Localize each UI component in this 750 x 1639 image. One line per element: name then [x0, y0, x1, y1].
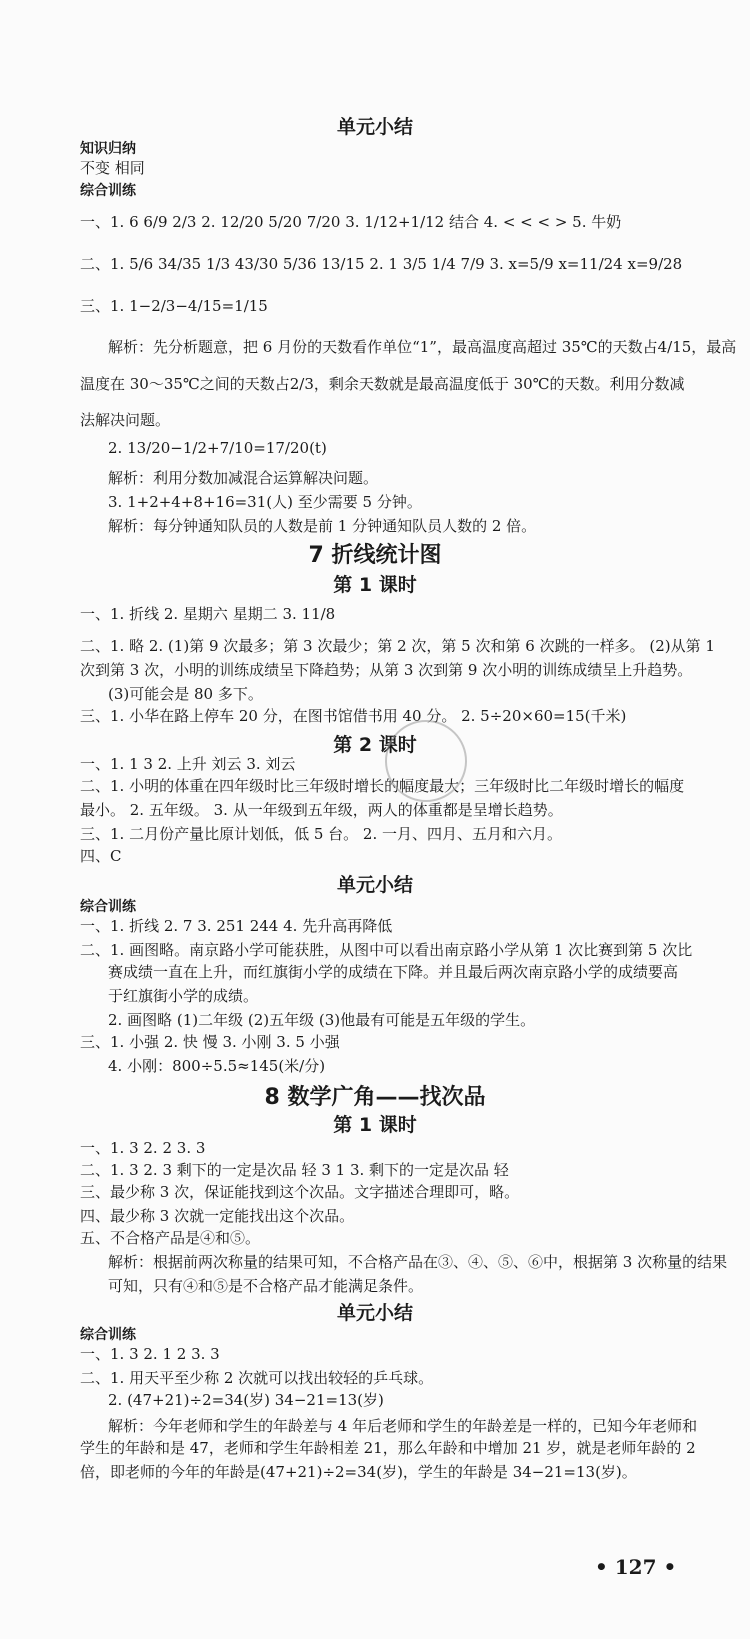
section-title: 单元小结	[336, 874, 413, 896]
answer-line: 于红旗街小学的成绩。	[108, 987, 259, 1005]
answer-line: 三、1. 小华在路上停车 20 分，在图书馆借书用 40 分。 2. 5÷20×60=15(千米)	[80, 707, 627, 725]
answer-line: 二、1. 画图略。南京路小学可能获胜，从图中可以看出南京路小学从第 1 次比赛到第 5 次比	[80, 941, 693, 959]
subheading: 综合训练	[80, 1327, 136, 1343]
answer-line: 一、1. 3 2. 2 3. 3	[80, 1139, 206, 1157]
explanation-line: 解析：每分钟通知队员的人数是前 1 分钟通知队员人数的 2 倍。	[108, 517, 537, 535]
subheading: 综合训练	[80, 183, 136, 199]
answer-line: 2. (47+21)÷2=34(岁) 34−21=13(岁)	[108, 1391, 384, 1409]
answer-line: 三、1. 小强 2. 快 慢 3. 小刚 3. 5 小强	[80, 1033, 340, 1051]
explanation-line: 倍，即老师的今年的年龄是(47+21)÷2=34(岁)，学生的年龄是 34−21=13(岁)。	[80, 1463, 637, 1481]
explanation-line: 可知，只有④和⑤是不合格产品才能满足条件。	[108, 1277, 424, 1295]
answer-line: 二、1. 3 2. 3 剩下的一定是次品 轻 3 1 3. 剩下的一定是次品 轻	[80, 1161, 509, 1179]
explanation-line: 解析：今年老师和学生的年龄差与 4 年后老师和学生的年龄差是一样的，已知今年老师和	[108, 1417, 698, 1435]
lesson-title: 第 2 课时	[333, 734, 417, 756]
answer-line: 一、1. 1 3 2. 上升 刘云 3. 刘云	[80, 755, 296, 773]
answer-line: 三、1. 1−2/3−4/15=1/15	[80, 297, 268, 315]
answer-line: 四、C	[80, 847, 122, 865]
subheading: 知识归纳	[80, 141, 136, 157]
lesson-title: 第 1 课时	[333, 1114, 417, 1136]
answer-line: 二、1. 小明的体重在四年级时比三年级时增长的幅度最大；三年级时比二年级时增长的幅度	[80, 777, 685, 795]
chapter-title: 7 折线统计图	[308, 543, 442, 568]
answer-line: 一、1. 折线 2. 星期六 星期二 3. 11/8	[80, 605, 336, 623]
watermark-stamp	[385, 720, 467, 802]
answer-line: 2. 13/20−1/2+7/10=17/20(t)	[108, 439, 327, 457]
answer-line: 一、1. 折线 2. 7 3. 251 244 4. 先升高再降低	[80, 917, 393, 935]
chapter-title: 8 数学广角——找次品	[264, 1085, 486, 1110]
explanation-line: 学生的年龄和是 47，老师和学生年龄相差 21，那么年龄和中增加 21 岁，就是老师年龄的 2	[80, 1439, 696, 1457]
answer-line: 一、1. 3 2. 1 2 3. 3	[80, 1345, 220, 1363]
answer-line: 二、1. 5/6 34/35 1/3 43/30 5/36 13/15 2. 1 3/5 1/4 7/9 3. x=5/9 x=11/24 x=9/28	[80, 255, 683, 273]
answer-line: (3)可能会是 80 多下。	[108, 685, 263, 703]
answer-line: 4. 小刚：800÷5.5≈145(米/分)	[108, 1057, 326, 1075]
answer-line: 三、最少称 3 次，保证能找到这个次品。文字描述合理即可，略。	[80, 1183, 520, 1201]
explanation-line: 解析：先分析题意，把 6 月份的天数看作单位“1”，最高温度高超过 35℃的天数占4/15，最高	[108, 338, 737, 356]
explanation-line: 解析：利用分数加减混合运算解决问题。	[108, 469, 379, 487]
answer-line: 五、不合格产品是④和⑤。	[80, 1229, 261, 1247]
subheading: 综合训练	[80, 899, 136, 915]
answer-line: 2. 画图略 (1)二年级 (2)五年级 (3)他最有可能是五年级的学生。	[108, 1011, 536, 1029]
answer-line: 不变 相同	[80, 159, 145, 177]
explanation-line: 解析：根据前两次称量的结果可知，不合格产品在③、④、⑤、⑥中，根据第 3 次称量的结果	[108, 1253, 728, 1271]
explanation-line: 温度在 30～35℃之间的天数占2/3，剩余天数就是最高温度低于 30℃的天数。利用分数减	[80, 375, 685, 393]
explanation-line: 法解决问题。	[80, 411, 171, 429]
answer-line: 最小。 2. 五年级。 3. 从一年级到五年级，两人的体重都是呈增长趋势。	[80, 801, 563, 819]
answer-line: 赛成绩一直在上升，而红旗街小学的成绩在下降。并且最后两次南京路小学的成绩要高	[108, 963, 679, 981]
section-title: 单元小结	[336, 1302, 413, 1324]
answer-line: 3. 1+2+4+8+16=31(人) 至少需要 5 分钟。	[108, 493, 422, 511]
answer-line: 次到第 3 次，小明的训练成绩呈下降趋势；从第 3 次到第 9 次小明的训练成绩呈上升趋势。	[80, 661, 693, 679]
page-number: • 127 •	[595, 1555, 677, 1579]
answer-line: 四、最少称 3 次就一定能找出这个次品。	[80, 1207, 355, 1225]
answer-line: 二、1. 用天平至少称 2 次就可以找出较轻的乒乓球。	[80, 1369, 434, 1387]
lesson-title: 第 1 课时	[333, 574, 417, 596]
answer-line: 二、1. 略 2. (1)第 9 次最多；第 3 次最少；第 2 次，第 5 次和第 6 次跳的一样多。 (2)从第 1	[80, 637, 715, 655]
answer-line: 三、1. 二月份产量比原计划低，低 5 台。 2. 一月、四月、五月和六月。	[80, 825, 563, 843]
section-title: 单元小结	[336, 116, 413, 138]
answer-line: 一、1. 6 6/9 2/3 2. 12/20 5/20 7/20 3. 1/12+1/12 结合 4. < < < > 5. 牛奶	[80, 213, 622, 231]
